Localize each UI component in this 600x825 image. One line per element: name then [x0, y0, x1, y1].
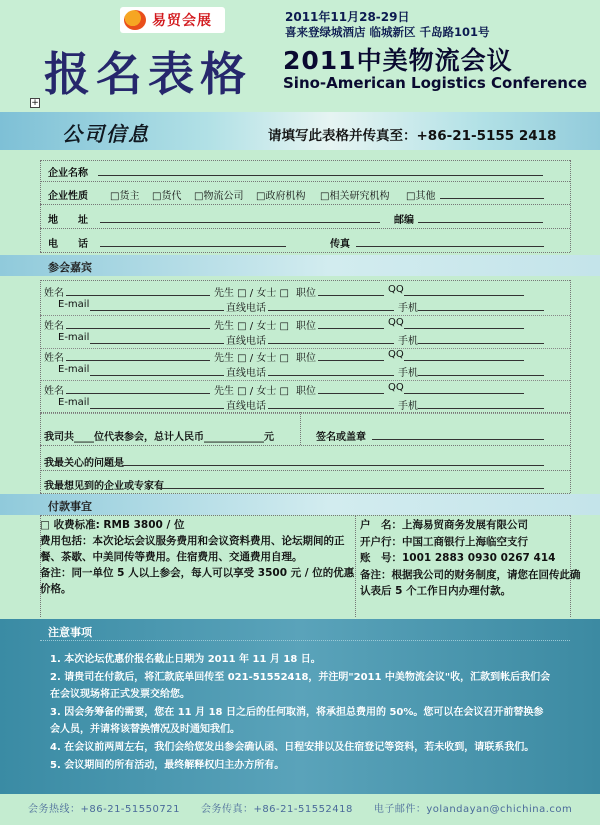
delegate-qq-input[interactable] [404, 393, 524, 394]
company-type-label: 企业性质 [48, 191, 88, 202]
conference-title-en: Sino-American Logistics Conference [283, 74, 588, 92]
delegate-direct-phone-label: 直线电话 [226, 401, 266, 412]
company-name-input[interactable] [98, 175, 543, 176]
grid-line [40, 160, 41, 252]
delegate-name-input[interactable] [66, 328, 210, 329]
delegate-gender-options[interactable]: 先生 □ / 女士 □ [214, 321, 289, 332]
delegate-direct-phone-label: 直线电话 [226, 368, 266, 379]
fax-prompt: 请填写此表格并传真至：+86-21-5155 2418 [268, 128, 557, 144]
delegate-position-input[interactable] [318, 328, 384, 329]
phone-label: 电 话 [48, 239, 88, 250]
fax-label: 传真 [330, 239, 350, 250]
notice-item: 4. 在会议前两周左右，我们会给您发出参会确认函、日程安排以及住宿登记等资料，若未收到，请联系我们。 [50, 741, 535, 753]
delegates-title: 参会嘉宾 [48, 261, 92, 274]
grid-line [40, 280, 41, 493]
signature-input[interactable] [372, 439, 544, 440]
delegate-direct-phone-input[interactable] [268, 343, 394, 344]
payment-details [40, 517, 355, 597]
notice-item: 会人员，并请将该替换情况及时通知我们。 [50, 724, 240, 736]
meet-label: 我最想见到的企业或专家有 [44, 481, 164, 492]
delegate-mobile-input[interactable] [418, 408, 544, 409]
account-number: 账 号：1001 2883 0930 0267 414 [360, 552, 556, 564]
delegate-qq-input[interactable] [404, 295, 524, 296]
delegate-direct-phone-input[interactable] [268, 408, 394, 409]
delegate-position-input[interactable] [318, 360, 384, 361]
payment-title: 付款事宜 [48, 500, 92, 513]
delegate-name-label: 姓名 [44, 353, 64, 364]
delegate-gender-options[interactable]: 先生 □ / 女士 □ [214, 288, 289, 299]
grid-line [570, 280, 571, 493]
type-option-research[interactable]: □相关研究机构 [320, 191, 390, 202]
grid-line [40, 160, 570, 161]
delegate-email-label: E-mail [58, 364, 90, 375]
event-date: 2011年11月28-29日 [285, 10, 410, 24]
notice-list [50, 651, 590, 774]
logo-mark-icon [124, 10, 146, 30]
grid-line [40, 413, 570, 414]
grid-line [40, 445, 570, 446]
delegate-name-label: 姓名 [44, 321, 64, 332]
company-name-label: 企业名称 [48, 168, 88, 179]
notice-item: 5. 会议期间的所有活动，最终解释权归主办方所有。 [50, 759, 285, 771]
postcode-label: 邮编 [394, 215, 414, 226]
delegate-mobile-label: 手机 [398, 368, 418, 379]
grid-line [40, 252, 570, 253]
grid-line [40, 412, 570, 413]
delegate-qq-label: QQ [388, 382, 404, 393]
grid-line [40, 380, 570, 381]
delegate-position-input[interactable] [318, 393, 384, 394]
grid-line [40, 228, 570, 229]
delegate-qq-label: QQ [388, 284, 404, 295]
grid-line [570, 160, 571, 252]
grid-line [355, 515, 356, 617]
address-input[interactable] [100, 222, 380, 223]
grid-line [40, 181, 570, 182]
delegate-qq-label: QQ [388, 317, 404, 328]
delegate-position-label: 职位 [296, 386, 316, 397]
delegate-direct-phone-label: 直线电话 [226, 336, 266, 347]
delegate-qq-input[interactable] [404, 360, 524, 361]
fax-input[interactable] [356, 246, 544, 247]
delegate-mobile-label: 手机 [398, 401, 418, 412]
conference-title-cn: 2011中美物流会议 [283, 46, 513, 75]
grid-line [40, 640, 570, 641]
grid-line [40, 470, 570, 471]
type-other-input[interactable] [440, 198, 544, 199]
account-name: 户 名：上海易贸商务发展有限公司 [360, 519, 528, 531]
delegate-name-input[interactable] [66, 295, 210, 296]
fee-includes: 费用包括：本次论坛会议服务费用和会议资料费用、论坛期间的正餐、茶歇、中美同传等费用。住宿费用、交通费用自理。 [40, 535, 345, 563]
notice-item: 在会议现场将正式发票交给您。 [50, 689, 190, 701]
delegate-gender-options[interactable]: 先生 □ / 女士 □ [214, 386, 289, 397]
logo-text: 易贸会展 [152, 13, 212, 29]
delegate-position-label: 职位 [296, 288, 316, 299]
notice-item: 2. 请贵司在付款后，将汇款底单回传至 021-51552418，并注明"2011 中美物流会议"收，汇款到帐后我们会 [50, 671, 551, 683]
meet-input[interactable] [158, 488, 544, 489]
grid-line [40, 515, 570, 516]
delegate-direct-phone-label: 直线电话 [226, 303, 266, 314]
delegate-email-input[interactable] [90, 408, 224, 409]
delegate-name-input[interactable] [66, 360, 210, 361]
delegate-gender-options[interactable]: 先生 □ / 女士 □ [214, 353, 289, 364]
delegate-qq-input[interactable] [404, 328, 524, 329]
delegate-name-input[interactable] [66, 393, 210, 394]
grid-line [300, 412, 301, 445]
table-move-handle-icon[interactable]: + [31, 98, 39, 108]
delegate-position-label: 职位 [296, 321, 316, 332]
delegate-mobile-label: 手机 [398, 336, 418, 347]
delegate-mobile-label: 手机 [398, 303, 418, 314]
notice-title: 注意事项 [48, 626, 92, 639]
postcode-input[interactable] [418, 222, 543, 223]
grid-line [40, 315, 570, 316]
delegate-name-label: 姓名 [44, 386, 64, 397]
delegate-position-input[interactable] [318, 295, 384, 296]
bank-name: 开户行：中国工商银行上海临空支行 [360, 535, 528, 548]
delegate-position-label: 职位 [296, 353, 316, 364]
type-option-shipper[interactable]: □货主 [110, 191, 140, 202]
fee-standard[interactable]: □ 收费标准: RMB 3800 / 位 [40, 519, 185, 531]
delegate-email-label: E-mail [58, 299, 90, 310]
concern-input[interactable] [122, 465, 544, 466]
type-option-forwarder[interactable]: □货代 [152, 191, 182, 202]
notice-item: 3. 因会务筹备的需要，您在 11 月 18 日之后的任何取消，将承担总费用的 50%。您可以在会议召开前替换参 [50, 706, 544, 718]
company-logo [120, 7, 225, 33]
delegate-email-input[interactable] [90, 375, 224, 376]
delegate-mobile-input[interactable] [418, 375, 544, 376]
notice-item: 1. 本次论坛优惠价报名截止日期为 2011 年 11 月 18 日。 [50, 654, 321, 665]
delegate-email-input[interactable] [90, 343, 224, 344]
bank-note: 备注：根据我公司的财务制度，请您在回传此确认表后 5 个工作日内办理付款。 [360, 568, 581, 597]
bank-details [360, 517, 590, 600]
event-venue: 喜来登绿城酒店 临城新区 千岛路101号 [285, 25, 490, 39]
grid-line [40, 280, 570, 281]
delegate-email-input[interactable] [90, 310, 224, 311]
concern-label: 我最关心的问题是 [44, 458, 124, 469]
total-attendees-text: 我司共____位代表参会，总计人民币____________元 [44, 432, 274, 443]
delegate-direct-phone-input[interactable] [268, 375, 394, 376]
address-label: 地 址 [48, 215, 88, 226]
footer-contact: 会务热线：+86-21-51550721 会务传真：+86-21-51552418 电子邮件：yolandayan@chichina.com [28, 804, 573, 815]
company-info-title: 公司信息 [62, 122, 150, 146]
form-title: 报名表格 [44, 47, 252, 101]
type-option-logistics[interactable]: □物流公司 [194, 191, 244, 202]
grid-line [40, 204, 570, 205]
group-discount-note: 备注：同一单位 5 人以上参会，每人可以享受 3500 元 / 位的优惠价格。 [40, 567, 355, 595]
delegate-name-label: 姓名 [44, 288, 64, 299]
signature-label: 签名或盖章 [316, 432, 366, 443]
type-option-government[interactable]: □政府机构 [256, 191, 306, 202]
delegate-direct-phone-input[interactable] [268, 310, 394, 311]
phone-input[interactable] [100, 246, 286, 247]
delegate-email-label: E-mail [58, 397, 90, 408]
delegate-mobile-input[interactable] [418, 343, 544, 344]
delegate-email-label: E-mail [58, 332, 90, 343]
type-option-other[interactable]: □其他 [406, 191, 436, 202]
delegate-mobile-input[interactable] [418, 310, 544, 311]
delegate-qq-label: QQ [388, 349, 404, 360]
